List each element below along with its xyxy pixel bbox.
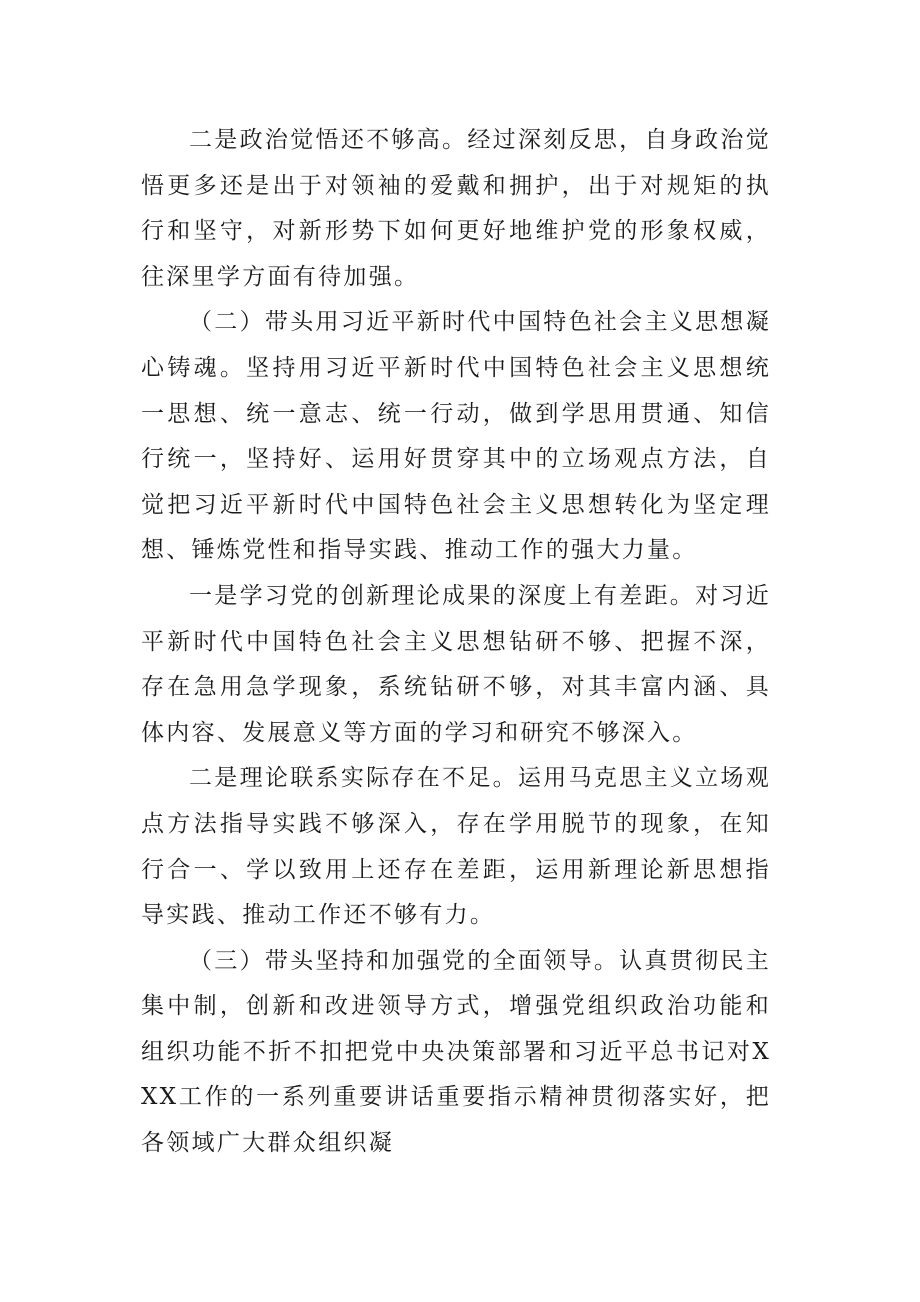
paragraph-political-awareness: 二是政治觉悟还不够高。经过深刻反思，自身政治觉悟更多还是出于对领袖的爱戴和拥护，出于对规矩的执行和坚守，对新形势下如何更好地维护党的形象权威，往深里学方面有待加强。	[141, 127, 771, 290]
paragraph-section-three-heading: （三）带头坚持和加强党的全面领导。认真贯彻民主集中制，创新和改进领导方式，增强党组织政治功能和组织功能不折不扣把党中央决策部署和习近平总书记对XXX工作的一系列重要讲话重要指示精神贯彻落实好，把各领域广大群众组织凝	[141, 947, 771, 1157]
paragraph-theory-depth: 一是学习党的创新理论成果的深度上有差距。对习近平新时代中国特色社会主义思想钻研不够、把握不深，存在急用急学现象，系统钻研不够，对其丰富内涵、具体内容、发展意义等方面的学习和研究不够深入。	[141, 582, 771, 746]
paragraph-theory-practice: 二是理论联系实际存在不足。运用马克思主义立场观点方法指导实践不够深入，存在学用脱节的现象，在知行合一、学以致用上还存在差距，运用新理论新思想指导实践、推动工作还不够有力。	[141, 765, 771, 929]
paragraph-section-two-heading: （二）带头用习近平新时代中国特色社会主义思想凝心铸魂。坚持用习近平新时代中国特色社会主义思想统一思想、统一意志、统一行动，做到学思用贯通、知信行统一，坚持好、运用好贯穿其中的立场观点方法，自觉把习近平新时代中国特色社会主义思想转化为坚定理想、锤炼党性和指导实践、推动工作的强大力量。	[141, 309, 771, 564]
document-body	[141, 118, 771, 1167]
